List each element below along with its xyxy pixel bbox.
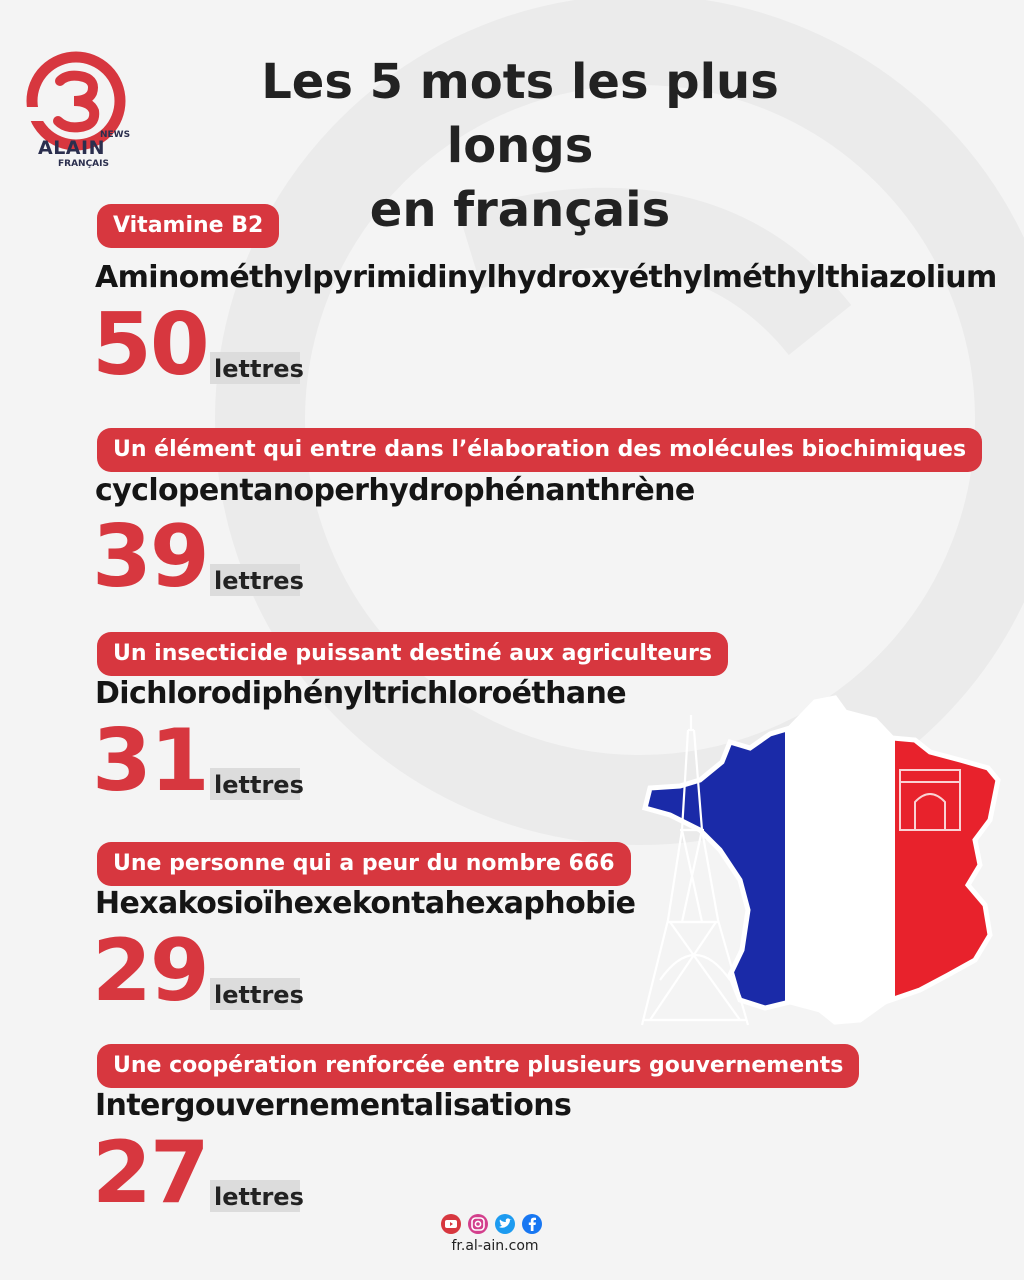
entry-word: Aminométhylpyrimidinylhydroxyéthylméthylthiazolium	[95, 260, 997, 295]
entry-word: Hexakosioïhexekontahexaphobie	[95, 886, 636, 921]
entry-word: Intergouvernementalisations	[95, 1088, 572, 1123]
entry-letter-count: 31	[92, 711, 208, 811]
entry-unit: lettres	[210, 978, 300, 1010]
social-icons	[440, 1212, 550, 1236]
logo-sub-text: FRANÇAIS	[58, 159, 109, 169]
entry-letter-count: 50	[92, 295, 208, 395]
entry-letter-count: 27	[92, 1123, 208, 1223]
facebook-icon[interactable]	[522, 1214, 542, 1234]
entry-label-pill: Vitamine B2	[97, 204, 279, 248]
entry-unit: lettres	[210, 768, 300, 800]
entry-label-pill: Une personne qui a peur du nombre 666	[97, 842, 631, 886]
entry-word: Dichlorodiphényltrichloroéthane	[95, 676, 627, 711]
france-flag-map-icon	[630, 690, 1010, 1040]
logo-news-text: NEWS	[100, 130, 131, 140]
entry-label-pill: Un élément qui entre dans l’élaboration des molécules biochimiques	[97, 428, 982, 472]
entry-letter-count: 39	[92, 507, 208, 607]
website-url[interactable]: fr.al-ain.com	[451, 1238, 539, 1254]
entry-label-pill: Un insecticide puissant destiné aux agriculteurs	[97, 632, 728, 676]
entry-unit: lettres	[210, 352, 300, 384]
instagram-icon[interactable]	[468, 1214, 488, 1234]
title-line-2: en français	[369, 182, 671, 238]
twitter-icon[interactable]	[495, 1214, 515, 1234]
entry-letter-count: 29	[92, 921, 208, 1021]
entry-unit: lettres	[210, 564, 300, 596]
entry-label-pill: Une coopération renforcée entre plusieurs gouvernements	[97, 1044, 859, 1088]
youtube-icon[interactable]	[441, 1214, 461, 1234]
title-line-1: Les 5 mots les plus longs	[261, 54, 779, 174]
entry-unit: lettres	[210, 1180, 300, 1212]
logo-name-text: ALAIN	[38, 137, 105, 159]
entry-word: cyclopentanoperhydrophénanthrène	[95, 473, 695, 508]
page-title	[180, 50, 860, 242]
